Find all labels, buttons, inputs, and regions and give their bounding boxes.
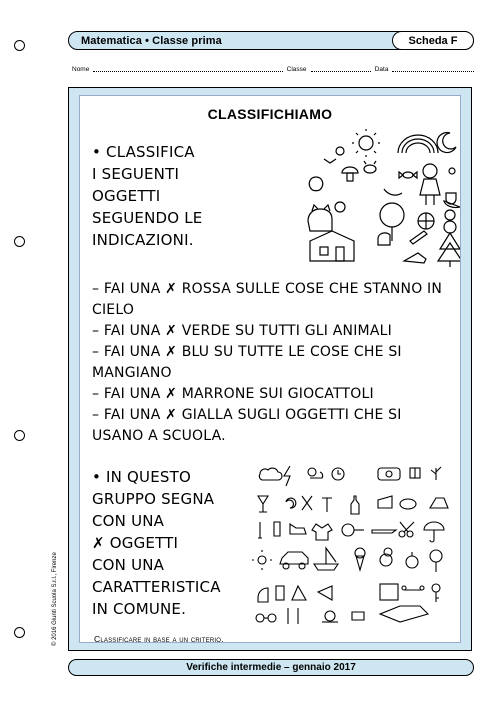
glass-icon — [258, 496, 268, 512]
subject-label: Matematica • Classe prima — [81, 34, 222, 47]
class-label: Classe — [286, 66, 307, 73]
teddy-icon — [444, 210, 456, 233]
exercise2-line: CON UNA — [92, 556, 165, 574]
boat-icon — [314, 548, 338, 570]
name-label: Nome — [72, 66, 90, 73]
footer-label: Verifiche intermedie – gennaio 2017 — [186, 662, 356, 673]
tools-icon — [302, 496, 312, 510]
instruction-item: – FAI UNA ✗ ROSSA SULLE COSE CHE STANNO IN CIELO — [92, 281, 443, 318]
cheese-icon — [378, 496, 392, 508]
girl-icon — [420, 164, 440, 205]
apple-icon — [406, 552, 418, 568]
date-field[interactable] — [392, 66, 474, 72]
cat-icon — [308, 205, 332, 231]
pear-icon — [309, 177, 323, 191]
instruction-item: – FAI UNA ✗ VERDE SU TUTTI GLI ANIMALI — [92, 323, 392, 339]
exercise1-text — [92, 141, 282, 251]
binder-hole-icon — [14, 627, 25, 638]
object-grid-illustration — [252, 460, 456, 626]
sack-icon — [292, 586, 306, 600]
flashlight-icon — [274, 522, 280, 536]
book-closed-icon — [380, 584, 398, 600]
alarm-clock-icon — [332, 468, 344, 480]
telephone-icon — [378, 468, 400, 480]
toy-icon — [352, 612, 364, 620]
flower-icon — [449, 168, 455, 174]
horn-icon — [318, 586, 332, 600]
footer-bar — [68, 659, 474, 676]
car-icon — [280, 552, 308, 569]
class-field[interactable] — [311, 66, 371, 72]
bird-icon — [324, 159, 336, 163]
copyright-notice: © 2016 Giunti Scuola S.r.l., Firenze — [52, 552, 58, 646]
crescent-icon — [286, 498, 296, 508]
umbrella-icon — [424, 522, 444, 542]
exercise2-line: IN COMUNE. — [92, 600, 187, 618]
exercise2-line: • IN QUESTO — [92, 468, 191, 486]
brush-icon — [258, 522, 262, 538]
iron-icon — [430, 498, 448, 508]
bread-icon — [400, 499, 416, 509]
pencil-icon — [410, 231, 427, 244]
trumpet-icon — [404, 253, 426, 263]
fir-tree-icon — [438, 233, 460, 267]
apple-icon — [335, 202, 345, 212]
binder-hole-icon — [14, 236, 25, 247]
hammer-icon — [322, 498, 332, 512]
instruction-item: – FAI UNA ✗ GIALLA SUGLI OGGETTI CHE SI USANO A SCUOLA. — [92, 407, 402, 444]
exercise1-line: INDICAZIONI. — [92, 231, 194, 249]
lollipop-icon — [430, 550, 442, 572]
dog-icon — [378, 233, 390, 245]
instructions-list — [92, 279, 456, 447]
gift-icon — [410, 468, 420, 478]
key-icon — [432, 584, 440, 602]
open-book-icon — [380, 606, 428, 622]
exercise2-line: CON UNA — [92, 512, 165, 530]
objects-illustration — [262, 129, 460, 277]
snail-icon — [322, 611, 338, 622]
sheet-label: Scheda F — [392, 31, 474, 50]
sun-small-icon — [252, 550, 272, 570]
exercise2-text — [92, 466, 262, 620]
instruction-item: – FAI UNA ✗ BLU SU TUTTE LE COSE CHE SI MANGIANO — [92, 344, 402, 381]
knife-icon — [372, 530, 396, 533]
shirt-icon — [312, 524, 332, 540]
cat-small-icon — [258, 588, 268, 602]
date-label: Data — [374, 66, 389, 73]
exercise2-line: GRUPPO SEGNA — [92, 490, 215, 508]
sun-icon — [352, 129, 380, 157]
sun-cloud-icon — [308, 468, 323, 478]
exercise1-line: • CLASSIFICA — [92, 143, 195, 161]
exercise1-line: I SEGUENTI — [92, 165, 180, 183]
worksheet-content — [79, 95, 461, 643]
instruction-item: – FAI UNA ✗ MARRONE SUI GIOCATTOLI — [92, 386, 374, 402]
banana-icon — [384, 189, 402, 195]
ice-cream-icon — [355, 548, 365, 570]
chick-icon — [380, 548, 392, 566]
exercise1-line: SEGUENDO LE — [92, 209, 203, 227]
worksheet-title: CLASSIFICHIAMO — [207, 106, 333, 122]
candy-icon — [399, 172, 417, 178]
pan-icon — [342, 524, 364, 536]
cloud-icon — [259, 468, 282, 480]
binder-hole-icon — [14, 40, 25, 51]
rainbow-icon — [398, 135, 438, 153]
header-bar — [68, 31, 474, 50]
binder-hole-icon — [14, 430, 25, 441]
footnote: Classificare in base a un criterio. — [94, 634, 224, 644]
exercise2-line: ✗ OGGETTI — [92, 534, 179, 552]
student-info-line — [72, 66, 474, 73]
bottle-icon — [351, 496, 359, 514]
bee-icon — [364, 161, 376, 173]
ball-icon — [418, 213, 434, 229]
bone-icon — [402, 586, 424, 590]
moon-icon — [437, 133, 456, 153]
name-field[interactable] — [93, 66, 282, 72]
shoe-icon — [290, 524, 306, 534]
mushroom-icon — [342, 167, 358, 181]
exercise2-line: CARATTERISTICA — [92, 578, 221, 596]
tree-icon — [380, 203, 404, 241]
ladybug-icon — [336, 147, 344, 155]
watermelon-icon — [444, 201, 460, 208]
plant-icon — [431, 467, 441, 480]
worksheet-frame — [68, 87, 472, 651]
house-icon — [310, 231, 354, 261]
can-icon — [276, 586, 284, 600]
scissors-icon — [399, 522, 414, 537]
exercise1-line: OGGETTI — [92, 187, 161, 205]
lightning-icon — [284, 466, 290, 486]
glasses-icon — [256, 614, 276, 622]
